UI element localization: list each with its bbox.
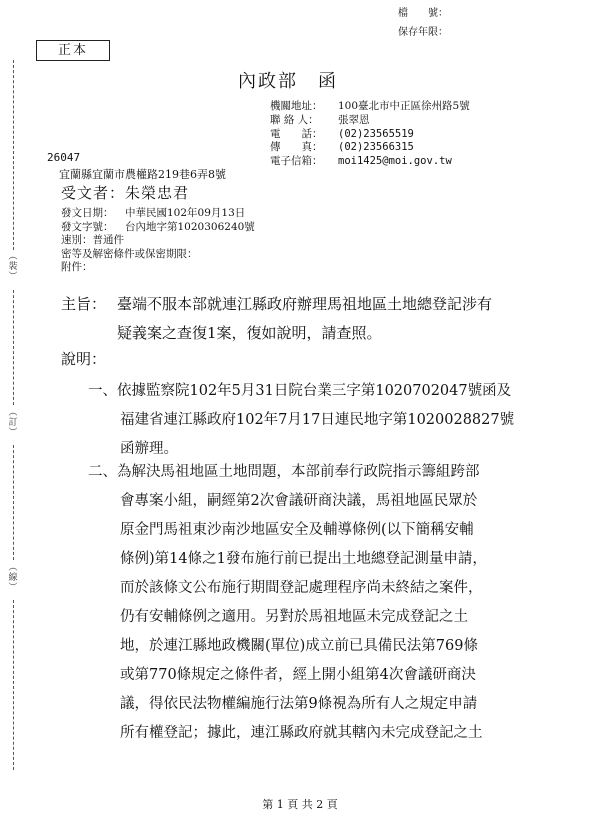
agency-info xyxy=(270,100,470,169)
page-footer: 第 1 頁 共 2 頁 xyxy=(262,798,338,811)
attachment-row xyxy=(61,261,255,275)
recipient: 受文者：朱榮忠君 xyxy=(61,184,190,202)
agency-address: 100臺北市中正區徐州路5號 xyxy=(338,100,470,112)
attachment-label: 附件： xyxy=(61,261,93,274)
binding-mark-middle: ︵ 訂 ︶ xyxy=(8,408,18,438)
agency-address-label: 機關地址： xyxy=(270,100,323,112)
copy-stamp: 正本 xyxy=(36,40,110,61)
file-number-label: 檔 號： xyxy=(398,8,448,19)
agency-fax: (02)23566315 xyxy=(338,141,414,154)
speed-label: 速別： xyxy=(61,234,93,247)
document-title: 內政部 函 xyxy=(238,71,338,92)
issue-date-label: 發文日期： xyxy=(61,207,114,219)
item-2-line-6: 仍有安輔條例之適用。另對於馬祖地區未完成登記之土 xyxy=(120,609,468,625)
item-2-line-5: 而於該條文公布施行期間登記處理程序尚未終結之案件， xyxy=(120,580,483,596)
item-1-number: 一、 xyxy=(88,383,117,399)
agency-phone-label: 電 話： xyxy=(270,127,323,140)
item-2-line-4: 條例)第14條之1發布施行前已提出土地總登記測量申請， xyxy=(120,551,487,567)
subject-line-2: 疑義案之查復1案，復如說明，請查照。 xyxy=(117,324,382,342)
binding-line-bottom xyxy=(13,600,14,770)
agency-address-row xyxy=(270,100,470,114)
binding-mark-top: ︵ 裝 ︶ xyxy=(8,252,18,282)
issue-date: 中華民國102年09月13日 xyxy=(125,207,246,219)
document-number-label: 發文字號： xyxy=(61,220,114,233)
subject-label: 主旨： xyxy=(61,295,107,313)
item-2-line-10: 所有權登記；據此，連江縣政府就其轄內未完成登記之土 xyxy=(120,725,483,741)
agency-fax-label: 傳 真： xyxy=(270,141,323,154)
document-number: 台內地字第1020306240號 xyxy=(125,220,255,233)
classification-label: 密等及解密條件或保密期限： xyxy=(61,247,198,260)
subject-line-1: 臺端不服本部就連江縣政府辦理馬祖地區土地總登記涉有 xyxy=(117,295,493,313)
recipient-address: 宜蘭縣宜蘭市農權路219巷6弄8號 xyxy=(59,168,226,181)
item-2-line-2: 會專案小組，嗣經第2次會議研商決議，馬祖地區民眾於 xyxy=(120,493,478,509)
item-1-line-2: 福建省連江縣政府102年7月17日連民地字第1020028827號 xyxy=(120,412,515,428)
item-1-line-1: 依據監察院102年5月31日院台業三字第1020702047號函及 xyxy=(117,383,512,399)
document-number-row xyxy=(61,221,255,235)
item-2-line-9: 議，得依民法物權編施行法第9條視為所有人之規定申請 xyxy=(120,696,478,712)
item-2-line-7: 地，於連江縣地政機關(單位)成立前已具備民法第769條 xyxy=(120,638,478,654)
subject-section xyxy=(61,290,492,348)
document-meta xyxy=(61,207,255,275)
description-item-2 xyxy=(88,458,487,748)
classification-row xyxy=(61,248,255,262)
agency-email-row xyxy=(270,155,470,169)
agency-fax-row xyxy=(270,141,470,155)
item-2-number: 二、 xyxy=(88,464,117,480)
agency-phone-row xyxy=(270,128,470,142)
agency-contact-row xyxy=(270,114,470,128)
speed-row xyxy=(61,234,255,248)
issue-date-row xyxy=(61,207,255,221)
item-2-line-8: 或第770條規定之條件者，經上開小組第4次會議研商決 xyxy=(120,667,476,683)
agency-email-label: 電子信箱： xyxy=(270,155,323,168)
description-label: 說明： xyxy=(61,350,107,368)
binding-line-top xyxy=(13,60,14,250)
binding-line-mid xyxy=(13,290,14,405)
agency-email: moi1425@moi.gov.tw xyxy=(338,155,452,168)
retention-label: 保存年限： xyxy=(398,27,448,38)
agency-contact-label: 聯 絡 人： xyxy=(270,113,319,126)
agency-phone: (02)23565519 xyxy=(338,127,414,140)
binding-line-lower xyxy=(13,445,14,560)
recipient-zip: 26047 xyxy=(47,151,81,164)
speed-value: 普通件 xyxy=(92,234,124,247)
binding-mark-bottom: ︵ 線 ︶ xyxy=(8,563,18,593)
item-2-line-3: 原金門馬祖東沙南沙地區安全及輔導條例(以下簡稱安輔 xyxy=(120,522,474,538)
item-1-line-3: 函辦理。 xyxy=(120,441,178,457)
agency-contact: 張翠恩 xyxy=(338,113,370,126)
description-item-1 xyxy=(88,377,514,464)
item-2-line-1: 為解決馬祖地區土地問題，本部前奉行政院指示籌組跨部 xyxy=(117,464,480,480)
